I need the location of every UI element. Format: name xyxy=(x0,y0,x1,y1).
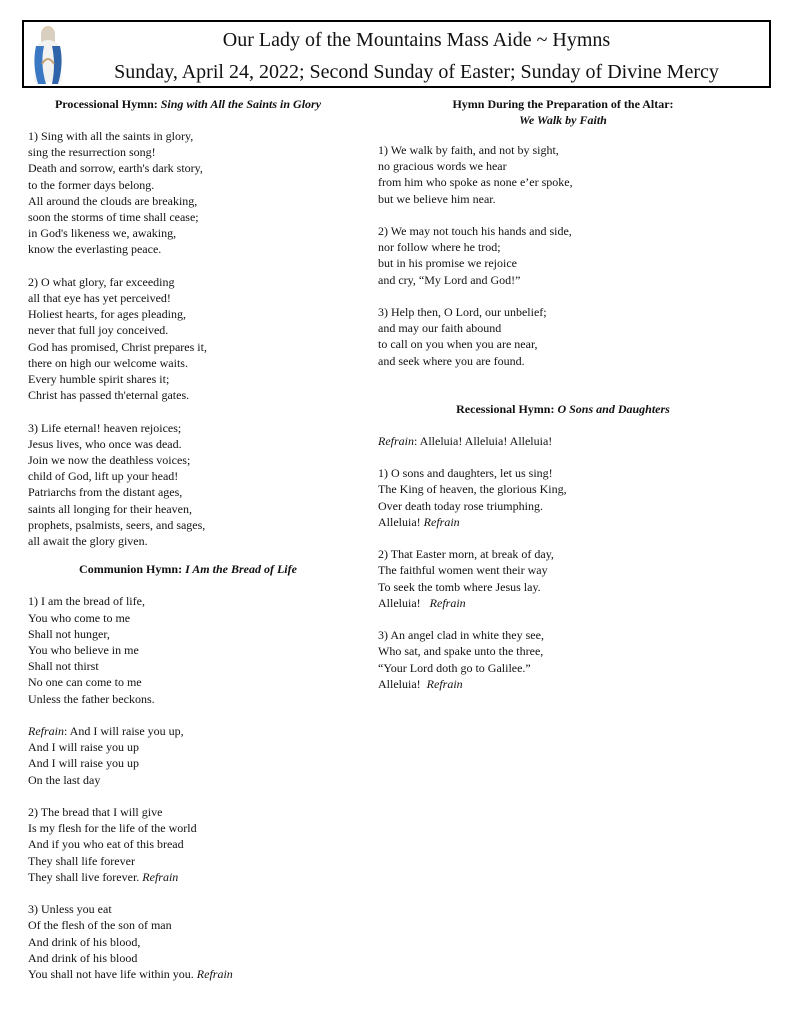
stanza-line: 1) Sing with all the saints in glory, xyxy=(28,129,194,143)
stanza xyxy=(378,223,748,288)
stanza xyxy=(28,274,348,404)
right-column xyxy=(378,96,748,708)
recessional-stanza-3 xyxy=(378,627,748,692)
stanza-line: all await the glory given. xyxy=(28,534,148,549)
stanza-line: Alleluia! xyxy=(378,514,424,529)
stanza-line: from him who spoke as none e’er spoke, xyxy=(378,175,573,190)
preparation-stanzas xyxy=(378,142,748,369)
stanza-line: Death and sorrow, earth's dark story, xyxy=(28,161,203,176)
stanza-line: 1) We walk by faith, and not by sight, xyxy=(378,143,559,157)
stanza-line: God has promised, Christ prepares it, xyxy=(28,339,207,354)
stanza-lines xyxy=(378,546,748,595)
stanza-line: To seek the tomb where Jesus lay. xyxy=(378,579,541,594)
stanza-line: 2) That Easter morn, at break of day, xyxy=(378,547,554,562)
processional-label: Processional Hymn: xyxy=(54,97,158,111)
stanza-line: And drink of his blood xyxy=(28,950,138,965)
stanza-line: Who sat, and spake unto the three, xyxy=(378,644,544,659)
refrain-word: Refrain xyxy=(378,433,414,448)
stanza-line: Join we now the deathless voices; xyxy=(28,453,191,468)
communion-stanza-3 xyxy=(28,901,348,982)
stanza-line: And if you who eat of this bread xyxy=(28,837,184,852)
stanza-line: but in his promise we rejoice xyxy=(378,256,517,271)
stanza-line: child of God, lift up your head! xyxy=(28,469,179,484)
stanza-lines xyxy=(378,627,748,676)
stanza-line: And drink of his blood, xyxy=(28,934,141,949)
header-title: Our Lady of the Mountains Mass Aide ~ Hymns xyxy=(222,29,611,51)
stanza-line: They shall live forever. xyxy=(28,869,143,884)
stanza-line: sing the resurrection song! xyxy=(28,145,156,160)
refrain-word: Refrain xyxy=(142,869,179,884)
madonna-image xyxy=(28,24,68,86)
stanza-line: 2) O what glory, far exceeding xyxy=(28,274,175,289)
stanza-line: Is my flesh for the life of the world xyxy=(28,821,197,836)
refrain-word: Refrain xyxy=(429,595,466,610)
communion-refrain xyxy=(28,723,348,788)
refrain-word: Refrain xyxy=(196,967,233,982)
stanza-line: Shall not hunger, xyxy=(28,626,110,641)
stanza-line: No one can come to me xyxy=(28,675,142,690)
stanza-lines xyxy=(28,804,348,869)
stanza-line: there on high our welcome waits. xyxy=(28,355,188,370)
stanza-lines xyxy=(378,465,748,514)
communion-stanza-2 xyxy=(28,804,348,885)
stanza-line: no gracious words we hear xyxy=(378,159,507,174)
stanza-line: Of the flesh of the son of man xyxy=(28,918,172,933)
stanza-line: but we believe him near. xyxy=(378,191,496,206)
refrain-word: Refrain xyxy=(426,676,463,691)
processional-stanzas xyxy=(28,128,348,549)
stanza-line: 1) O sons and daughters, let us sing! xyxy=(378,466,553,481)
recessional-title: O Sons and Daughters xyxy=(557,401,670,416)
stanza-line: know the everlasting peace. xyxy=(28,242,162,257)
stanza xyxy=(28,128,348,258)
stanza-line: Every humble spirit shares it; xyxy=(28,372,170,387)
stanza-line: You who come to me xyxy=(28,610,131,625)
stanza-line: to the former days belong. xyxy=(28,177,155,192)
stanza-line: Shall not thirst xyxy=(28,659,99,674)
stanza-line: Holiest hearts, for ages pleading, xyxy=(28,307,186,322)
stanza-line: The King of heaven, the glorious King, xyxy=(378,482,567,497)
stanza-line: Jesus lives, who once was dead. xyxy=(28,436,182,451)
stanza-line: 1) I am the bread of life, xyxy=(28,594,145,609)
stanza-line: You shall not have life within you. xyxy=(28,967,197,982)
processional-title: Sing with All the Saints in Glory xyxy=(160,97,322,111)
communion-title: I Am the Bread of Life xyxy=(185,562,297,577)
recessional-refrain xyxy=(378,433,748,449)
refrain-lines xyxy=(28,739,348,788)
stanza-line: Unless the father beckons. xyxy=(28,691,155,706)
stanza-line: On the last day xyxy=(28,772,101,787)
communion-heading xyxy=(28,561,348,577)
recessional-stanza-1 xyxy=(378,465,748,530)
stanza-line: and seek where you are found. xyxy=(378,353,525,368)
stanza-line: All around the clouds are breaking, xyxy=(28,193,198,208)
stanza-line: Alleluia! xyxy=(378,676,427,691)
refrain-word: Refrain xyxy=(28,724,64,739)
stanza-line: prophets, psalmists, seers, and sages, xyxy=(28,517,206,532)
stanza-line: You who believe in me xyxy=(28,643,139,658)
stanza-line: in God's likeness we, awaking, xyxy=(28,226,177,241)
stanza-lines xyxy=(28,901,348,966)
bulletin-header xyxy=(22,20,771,88)
stanza-line: “Your Lord doth go to Galilee.” xyxy=(378,660,531,675)
stanza-line: The faithful women went their way xyxy=(378,563,548,578)
stanza-line: soon the storms of time shall cease; xyxy=(28,210,199,225)
stanza-line: They shall life forever xyxy=(28,853,135,868)
stanza-line: Christ has passed th'eternal gates. xyxy=(28,388,190,403)
stanza xyxy=(28,420,348,550)
stanza-line: 2) The bread that I will give xyxy=(28,805,163,820)
stanza-line: all that eye has yet perceived! xyxy=(28,291,171,306)
stanza-line: Patriarchs from the distant ages, xyxy=(28,485,183,500)
stanza xyxy=(378,142,748,207)
preparation-title: We Walk by Faith xyxy=(519,113,607,127)
recessional-stanza-2 xyxy=(378,546,748,611)
stanza-line: And I will raise you up xyxy=(28,740,139,755)
stanza xyxy=(378,304,748,369)
processional-heading xyxy=(28,96,348,112)
left-column xyxy=(28,96,348,998)
communion-stanza-1 xyxy=(28,593,348,706)
header-date-line: Sunday, April 24, 2022; Second Sunday of Easter; Sunday of Divine Mercy xyxy=(114,61,719,83)
stanza-line: and cry, “My Lord and God!” xyxy=(378,272,521,287)
refrain-line: : And I will raise you up, xyxy=(64,724,184,739)
refrain-line: : Alleluia! Alleluia! Alleluia! xyxy=(414,433,553,448)
refrain-word: Refrain xyxy=(423,514,460,529)
stanza-line: never that full joy conceived. xyxy=(28,323,169,338)
preparation-heading xyxy=(378,96,748,128)
stanza-line: 3) Help then, O Lord, our unbelief; xyxy=(378,305,547,319)
stanza-line: 3) An angel clad in white they see, xyxy=(378,628,544,643)
recessional-label: Recessional Hymn: xyxy=(456,401,555,416)
stanza-line: saints all longing for their heaven, xyxy=(28,501,192,516)
stanza-line: to call on you when you are near, xyxy=(378,337,538,352)
communion-label: Communion Hymn: xyxy=(79,562,183,577)
stanza-line: Over death today rose triumphing. xyxy=(378,498,543,513)
stanza-line: 3) Life eternal! heaven rejoices; xyxy=(28,420,182,435)
stanza-line: 3) Unless you eat xyxy=(28,902,112,917)
stanza-line: Alleluia! xyxy=(378,595,430,610)
stanza-line: and may our faith abound xyxy=(378,321,502,336)
stanza-line: nor follow where he trod; xyxy=(378,240,501,255)
preparation-label: Hymn During the Preparation of the Altar: xyxy=(452,97,674,111)
recessional-heading xyxy=(378,401,748,417)
stanza-line: And I will raise you up xyxy=(28,756,139,771)
stanza-line: 2) We may not touch his hands and side, xyxy=(378,224,572,238)
